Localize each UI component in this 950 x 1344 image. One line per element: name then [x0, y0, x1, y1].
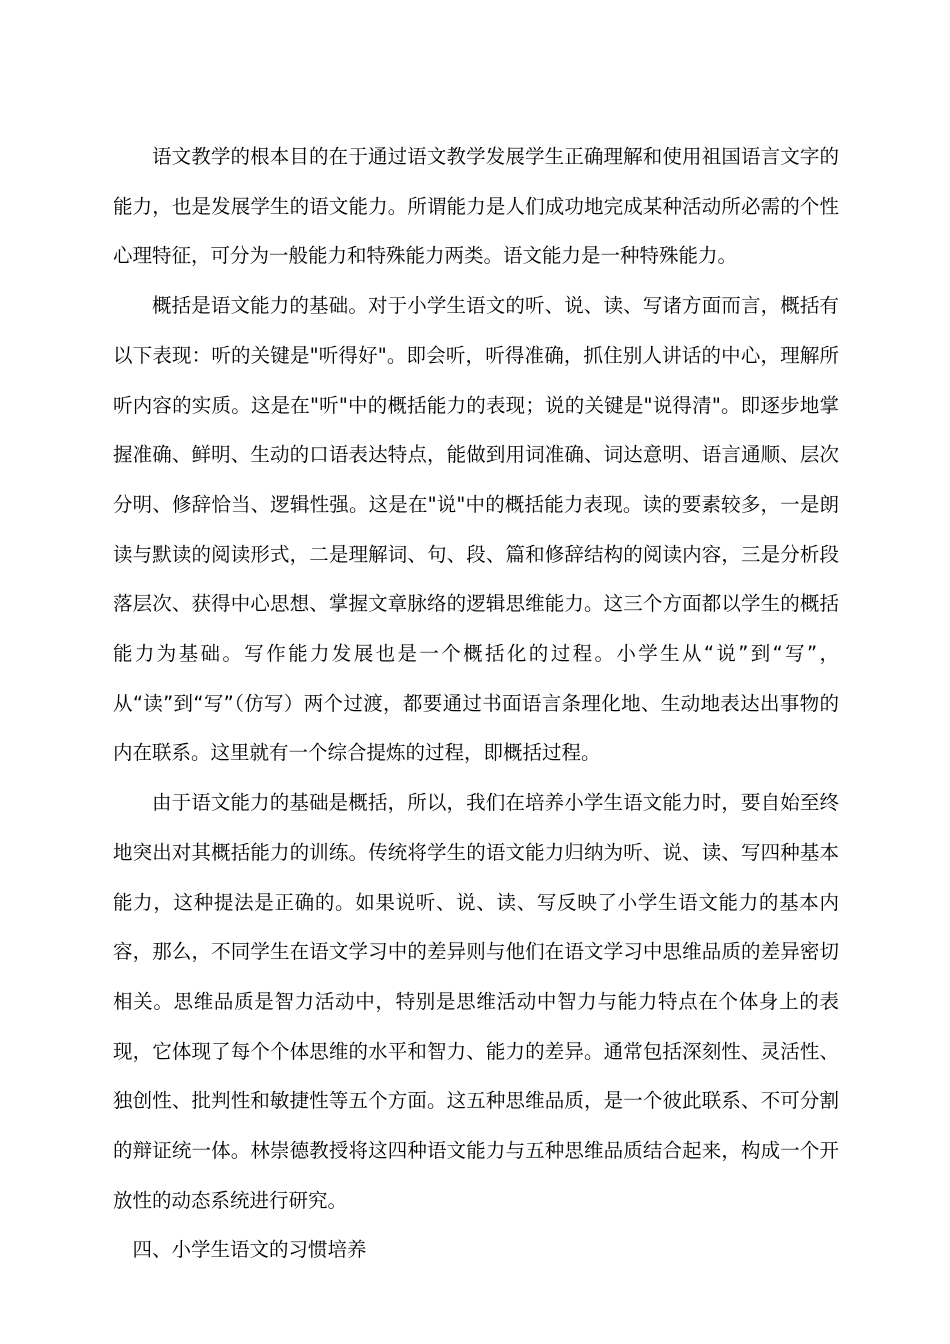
paragraph-2: 概括是语文能力的基础。对于小学生语文的听、说、读、写诸方面而言，概括有以下表现：听的关键是"听得好"。即会听，听得准确，抓住别人讲话的中心，理解所听内容的实质。这是在"听"中的概括能力的表现；说的关键是"说得清"。即逐步地掌握准确、鲜明、生动的口语表达特点，能做到用词准确、词达意明、语言通顺、层次分明、修辞恰当、逻辑性强。这是在"说"中的概括能力表现。读的要素较多，一是朗读与默读的阅读形式，二是理解词、句、段、篇和修辞结构的阅读内容，三是分析段落层次、获得中心思想、掌握文章脉络的逻辑思维能力。这三个方面都以学生的概括能力为基础。写作能力发展也是一个概括化的过程。小学生从“说”到“写”，从“读”到“写”（仿写）两个过渡，都要通过书面语言条理化地、生动地表达出事物的内在联系。这里就有一个综合提炼的过程，即概括过程。 [113, 294, 839, 765]
section-heading: 四、小学生语文的习惯培养 [132, 1238, 367, 1262]
document-body [113, 132, 839, 1275]
paragraph-3: 由于语文能力的基础是概括，所以，我们在培养小学生语文能力时，要自始至终地突出对其概括能力的训练。传统将学生的语文能力归纳为听、说、读、写四种基本能力，这种提法是正确的。如果说听、说、读、写反映了小学生语文能力的基本内容，那么，不同学生在语文学习中的差异则与他们在语文学习中思维品质的差异密切相关。思维品质是智力活动中，特别是思维活动中智力与能力特点在个体身上的表现，它体现了每个个体思维的水平和智力、能力的差异。通常包括深刻性、灵活性、独创性、批判性和敏捷性等五个方面。这五种思维品质，是一个彼此联系、不可分割的辩证统一体。林崇德教授将这四种语文能力与五种思维品质结合起来，构成一个开放性的动态系统进行研究。 [113, 791, 839, 1212]
paragraph-1: 语文教学的根本目的在于通过语文教学发展学生正确理解和使用祖国语言文字的能力，也是发展学生的语文能力。所谓能力是人们成功地完成某种活动所必需的个性心理特征，可分为一般能力和特殊能力两类。语文能力是一种特殊能力。 [113, 145, 839, 268]
